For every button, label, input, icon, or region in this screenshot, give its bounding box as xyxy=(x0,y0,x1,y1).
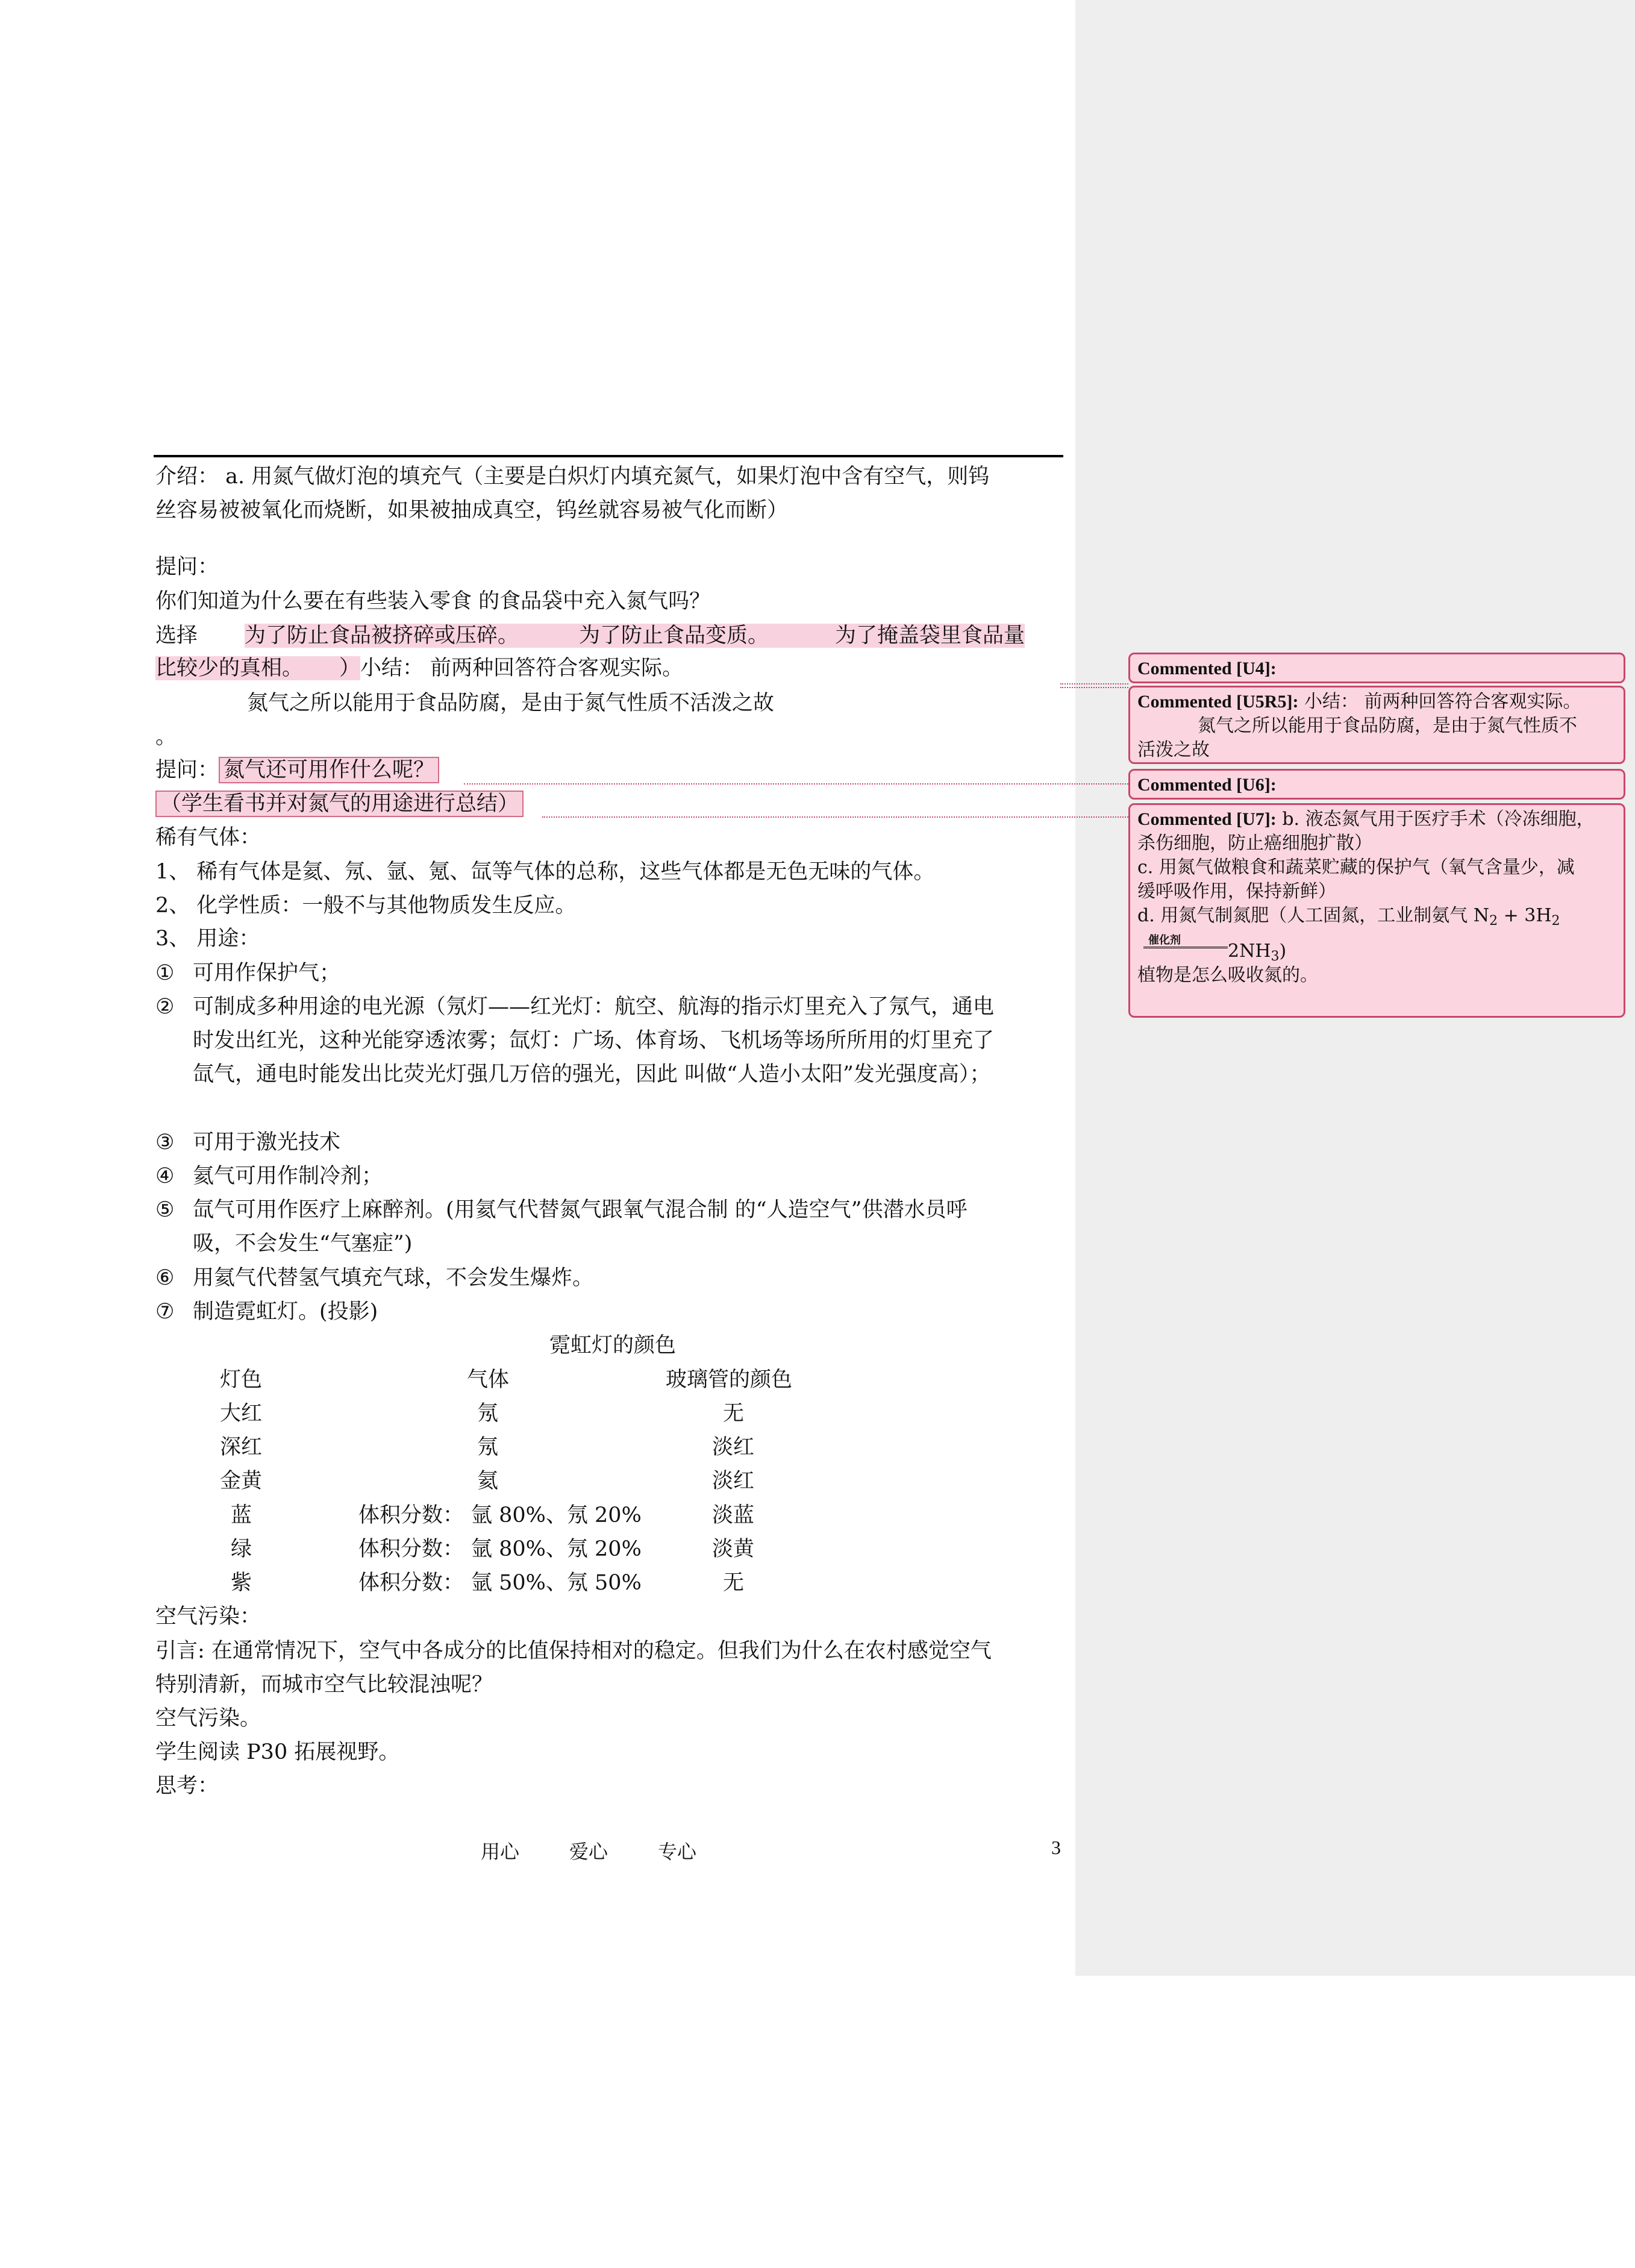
choose-label: 选择 xyxy=(155,624,198,648)
use-7-text: 制造霓虹灯。(投影) xyxy=(193,1300,378,1324)
think-line: 思考： xyxy=(155,1774,219,1798)
ask-line-2 xyxy=(155,756,1065,784)
use-6-text: 用氦气代替氢气填充气球，不会发生爆炸。 xyxy=(193,1266,594,1290)
page-number: 3 xyxy=(1051,1837,1061,1858)
rare-gas-3: 3、 用途： xyxy=(155,927,260,951)
table-cell: 深红 xyxy=(220,1435,263,1459)
reaction-arrow xyxy=(1137,933,1616,963)
comment-u5r5[interactable] xyxy=(1128,686,1625,764)
table-header-color: 灯色 xyxy=(220,1368,263,1392)
question-2b-line xyxy=(155,790,1065,818)
intro-line-1: 介绍： a. 用氮气做灯泡的填充气（主要是白炽灯内填充氮气，如果灯泡中含有空气，则钨 xyxy=(155,465,990,489)
use-4-number: ④ xyxy=(155,1164,175,1188)
use-5-number: ⑤ xyxy=(155,1198,175,1222)
use-5-text-1: 氙气可用作医疗上麻醉剂。(用氦气代替氮气跟氧气混合制 的“人造空气”供潜水员呼 xyxy=(193,1198,968,1222)
formula-text: + 3H xyxy=(1498,905,1552,926)
comment-label: Commented [U6]: xyxy=(1137,775,1277,795)
lead-line-1: 引言: 在通常情况下，空气中各成分的比值保持相对的稳定。但我们为什么在农村感觉空气 xyxy=(155,1639,992,1663)
use-7-number: ⑦ xyxy=(155,1300,175,1324)
table-title: 霓虹灯的颜色 xyxy=(549,1333,677,1358)
comment-u4[interactable] xyxy=(1128,653,1625,683)
subscript: 2 xyxy=(1551,913,1560,929)
formula-text: 2NH xyxy=(1228,941,1271,962)
formula-text: d. 用氮气制氮肥（人工固氮，工业制氨气 N xyxy=(1137,905,1490,926)
choice-highlight xyxy=(245,624,1025,648)
comment-connector xyxy=(464,783,1128,785)
formula-text: ) xyxy=(1279,941,1287,962)
period: 。 xyxy=(155,725,177,749)
use-6-number: ⑥ xyxy=(155,1266,175,1290)
table-cell: 淡黄 xyxy=(712,1537,755,1561)
rare-gas-1: 1、 稀有气体是氦、氖、氩、氪、氙等气体的总称，这些气体都是无色无味的气体。 xyxy=(155,860,935,884)
choice-c-cont: 比较少的真相。 xyxy=(155,656,304,680)
table-cell: 氩 80%、氖 20% xyxy=(471,1537,642,1561)
rare-gas-title: 稀有气体： xyxy=(155,825,261,850)
rare-gas-2: 2、 化学性质：一般不与其他物质发生反应。 xyxy=(155,894,577,918)
use-2-text-3: 氙气，通电时能发出比荧光灯强几万倍的强光，因此 叫做“人造小太阳”发光强度高）； xyxy=(193,1062,991,1086)
use-1-text: 可用作保护气； xyxy=(193,961,341,985)
comment-text: 活泼之故 xyxy=(1137,739,1210,760)
use-3-text: 可用于激光技术 xyxy=(193,1130,341,1154)
table-cell: 氖 xyxy=(477,1435,499,1459)
comment-connector xyxy=(542,816,1128,818)
table-cell: 无 xyxy=(723,1402,745,1426)
table-cell: 体积分数： xyxy=(358,1503,464,1527)
footer-word-1: 用心 xyxy=(481,1840,520,1863)
table-cell: 淡蓝 xyxy=(712,1503,755,1527)
use-3-number: ③ xyxy=(155,1130,175,1154)
comment-text: c. 用氮气做粮食和蔬菜贮藏的保护气（氧气含量少，减 xyxy=(1137,857,1575,878)
ask-label-2: 提问： xyxy=(155,758,219,782)
table-cell: 淡红 xyxy=(712,1469,755,1493)
table-cell: 金黄 xyxy=(220,1469,263,1493)
table-cell: 淡红 xyxy=(712,1435,755,1459)
choice-line-2 xyxy=(155,654,1065,682)
table-cell: 氩 50%、氖 50% xyxy=(471,1571,642,1595)
comment-u6[interactable] xyxy=(1128,769,1625,800)
table-cell: 无 xyxy=(723,1571,745,1595)
use-2-text-2: 时发出红光，这种光能穿透浓雾；氙灯：广场、体育场、飞机场等场所所用的灯里充了 xyxy=(193,1029,995,1053)
table-cell: 绿 xyxy=(231,1537,252,1561)
pollution-line: 空气污染。 xyxy=(155,1706,261,1731)
table-cell: 体积分数： xyxy=(358,1537,464,1561)
comment-label: Commented [U4]: xyxy=(1137,659,1277,678)
comment-u7[interactable] xyxy=(1128,803,1625,1018)
header-rule xyxy=(154,455,1063,457)
table-cell: 体积分数： xyxy=(358,1571,464,1595)
footer-word-3: 专心 xyxy=(658,1840,697,1863)
table-header-tube: 玻璃管的颜色 xyxy=(666,1368,793,1392)
choice-c: 为了掩盖袋里食品量 xyxy=(835,624,1025,648)
choice-a: 为了防止食品被挤碎或压碎。 xyxy=(245,624,519,648)
question-2: 氮气还可用作什么呢？ xyxy=(219,757,439,783)
question-1: 你们知道为什么要在有些装入零食 的食品袋中充入氮气吗？ xyxy=(155,589,711,613)
formula-product xyxy=(1228,939,1286,969)
lead-line-2: 特别清新，而城市空气比较混浊呢？ xyxy=(155,1673,493,1697)
table-cell: 大红 xyxy=(220,1402,263,1426)
comment-text: 小结： 前两种回答符合客观实际。 xyxy=(1304,691,1581,712)
table-cell: 氦 xyxy=(477,1469,499,1493)
choice-line xyxy=(155,622,1065,650)
question-2b: （学生看书并对氮气的用途进行总结） xyxy=(155,791,524,817)
catalyst-label: 催化剂 xyxy=(1148,934,1181,947)
use-5-text-2: 吸，不会发生“气塞症”) xyxy=(193,1232,413,1256)
table-cell: 蓝 xyxy=(231,1503,252,1527)
subscript: 3 xyxy=(1271,949,1280,964)
table-cell: 紫 xyxy=(231,1571,252,1595)
comment-text: 杀伤细胞，防止癌细胞扩散） xyxy=(1137,833,1372,854)
table-cell: 氖 xyxy=(477,1402,499,1426)
comment-text: 缓呼吸作用，保持新鲜） xyxy=(1137,881,1336,902)
comment-text: 氮气之所以能用于食品防腐，是由于氮气性质不 xyxy=(1198,715,1577,736)
choice-highlight-2 xyxy=(155,656,360,680)
choice-b: 为了防止食品变质。 xyxy=(579,624,769,648)
choice-close: ） xyxy=(339,656,361,680)
summary: 小结： 前两种回答符合客观实际。 xyxy=(360,656,684,680)
comment-text: b. 液态氮气用于医疗手术（冷冻细胞， xyxy=(1282,809,1595,830)
use-2-number: ② xyxy=(155,995,175,1019)
use-1-number: ① xyxy=(155,961,175,985)
table-cell: 氩 80%、氖 20% xyxy=(471,1503,642,1527)
equals-sign xyxy=(1143,947,1228,951)
footer-word-2: 爱心 xyxy=(569,1840,608,1863)
pollution-title: 空气污染： xyxy=(155,1605,261,1629)
comment-text xyxy=(1137,904,1616,933)
ask-label-1: 提问： xyxy=(155,555,219,579)
use-2-text-1: 可制成多种用途的电光源（氖灯——红光灯：航空、航海的指示灯里充入了氖气，通电 xyxy=(193,995,995,1019)
comment-label: Commented [U5R5]: xyxy=(1137,692,1299,712)
reading-line: 学生阅读 P30 拓展视野。 xyxy=(155,1740,400,1764)
subscript: 2 xyxy=(1489,913,1498,929)
intro-line-2: 丝容易被被氧化而烧断，如果被抽成真空，钨丝就容易被气化而断） xyxy=(155,498,789,522)
table-header-gas: 气体 xyxy=(467,1368,510,1392)
comment-label: Commented [U7]: xyxy=(1137,809,1277,829)
comment-text: 植物是怎么吸收氮的。 xyxy=(1137,965,1318,986)
use-4-text: 氦气可用作制冷剂； xyxy=(193,1164,383,1188)
summary-2: 氮气之所以能用于食品防腐，是由于氮气性质不活泼之故 xyxy=(247,691,775,715)
comment-connector xyxy=(1060,687,1128,688)
comment-connector xyxy=(1060,683,1128,684)
